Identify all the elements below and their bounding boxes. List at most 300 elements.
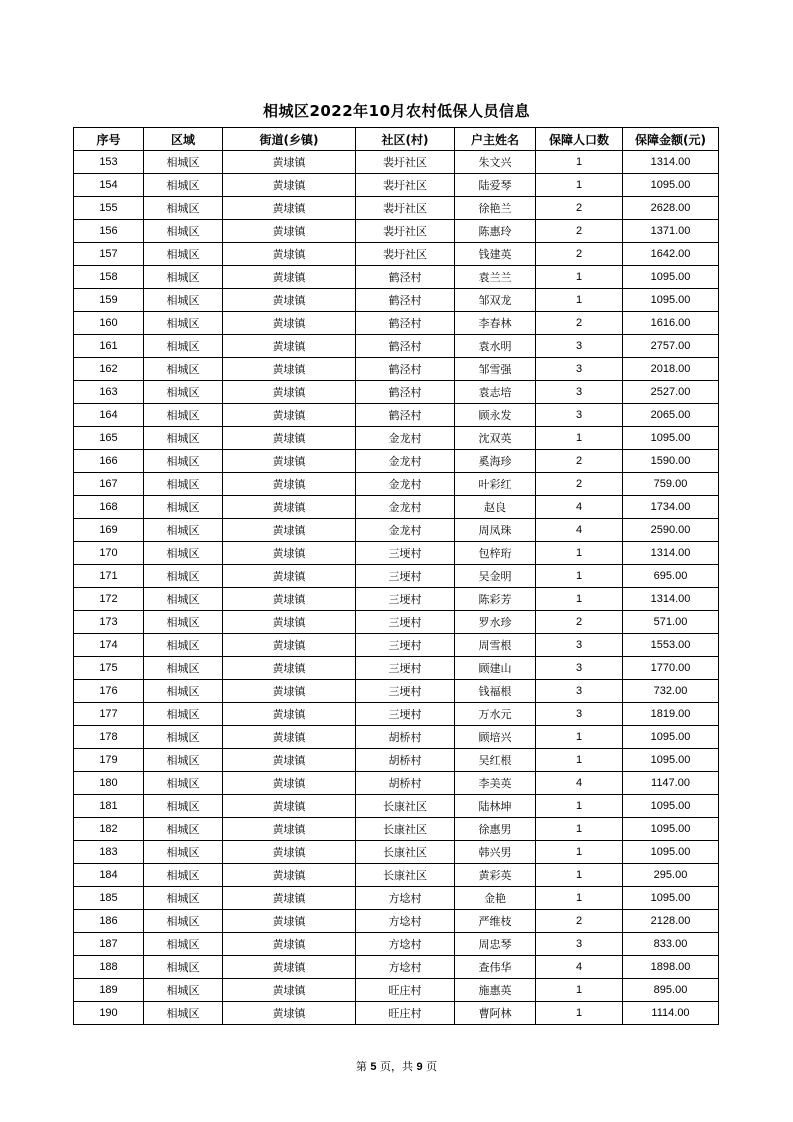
- table-row: [74, 266, 719, 289]
- cell-town: 黄埭镇: [223, 588, 356, 611]
- cell-people-count: 3: [536, 404, 623, 427]
- cell-householder: 吴红根: [455, 749, 536, 772]
- cell-amount: 2018.00: [623, 358, 719, 381]
- cell-householder: 叶彩红: [455, 473, 536, 496]
- cell-index: 173: [74, 611, 144, 634]
- cell-town: 黄埭镇: [223, 289, 356, 312]
- col-header-amount: 保障金额(元): [623, 128, 719, 151]
- cell-community: 方埝村: [356, 956, 455, 979]
- cell-index: 180: [74, 772, 144, 795]
- cell-amount: 1314.00: [623, 542, 719, 565]
- cell-community: 金龙村: [356, 427, 455, 450]
- cell-region: 相城区: [144, 979, 223, 1002]
- table-row: [74, 887, 719, 910]
- cell-people-count: 2: [536, 220, 623, 243]
- cell-people-count: 1: [536, 565, 623, 588]
- cell-householder: 邹双龙: [455, 289, 536, 312]
- cell-region: 相城区: [144, 542, 223, 565]
- cell-index: 158: [74, 266, 144, 289]
- cell-index: 161: [74, 335, 144, 358]
- cell-index: 163: [74, 381, 144, 404]
- cell-index: 187: [74, 933, 144, 956]
- cell-community: 鹤泾村: [356, 358, 455, 381]
- cell-community: 三埂村: [356, 657, 455, 680]
- cell-community: 长康社区: [356, 795, 455, 818]
- table-row: [74, 335, 719, 358]
- cell-town: 黄埭镇: [223, 519, 356, 542]
- table-row: [74, 703, 719, 726]
- table-row: [74, 611, 719, 634]
- table-row: [74, 749, 719, 772]
- cell-index: 179: [74, 749, 144, 772]
- cell-region: 相城区: [144, 220, 223, 243]
- cell-householder: 陆爱琴: [455, 174, 536, 197]
- cell-people-count: 4: [536, 956, 623, 979]
- cell-amount: 2128.00: [623, 910, 719, 933]
- cell-householder: 周雪根: [455, 634, 536, 657]
- cell-amount: 1095.00: [623, 749, 719, 772]
- cell-region: 相城区: [144, 404, 223, 427]
- cell-town: 黄埭镇: [223, 312, 356, 335]
- cell-index: 176: [74, 680, 144, 703]
- table-row: [74, 519, 719, 542]
- cell-amount: 1147.00: [623, 772, 719, 795]
- col-header-region: 区域: [144, 128, 223, 151]
- cell-index: 178: [74, 726, 144, 749]
- cell-amount: 571.00: [623, 611, 719, 634]
- table-row: [74, 427, 719, 450]
- cell-town: 黄埭镇: [223, 565, 356, 588]
- cell-community: 三埂村: [356, 611, 455, 634]
- cell-householder: 罗水珍: [455, 611, 536, 634]
- cell-community: 三埂村: [356, 542, 455, 565]
- cell-community: 金龙村: [356, 519, 455, 542]
- cell-town: 黄埭镇: [223, 979, 356, 1002]
- cell-amount: 895.00: [623, 979, 719, 1002]
- table-row: [74, 496, 719, 519]
- cell-town: 黄埭镇: [223, 220, 356, 243]
- cell-town: 黄埭镇: [223, 818, 356, 841]
- cell-region: 相城区: [144, 749, 223, 772]
- cell-index: 164: [74, 404, 144, 427]
- cell-householder: 顾建山: [455, 657, 536, 680]
- cell-index: 155: [74, 197, 144, 220]
- table-row: [74, 565, 719, 588]
- cell-region: 相城区: [144, 841, 223, 864]
- cell-region: 相城区: [144, 887, 223, 910]
- cell-index: 177: [74, 703, 144, 726]
- cell-community: 裴圩社区: [356, 174, 455, 197]
- cell-people-count: 3: [536, 657, 623, 680]
- cell-region: 相城区: [144, 588, 223, 611]
- cell-householder: 徐惠男: [455, 818, 536, 841]
- cell-index: 172: [74, 588, 144, 611]
- cell-town: 黄埭镇: [223, 266, 356, 289]
- table-row: [74, 979, 719, 1002]
- cell-town: 黄埭镇: [223, 795, 356, 818]
- cell-people-count: 3: [536, 634, 623, 657]
- table-row: [74, 220, 719, 243]
- cell-region: 相城区: [144, 519, 223, 542]
- cell-amount: 2590.00: [623, 519, 719, 542]
- cell-town: 黄埭镇: [223, 956, 356, 979]
- cell-householder: 周凤珠: [455, 519, 536, 542]
- cell-community: 旺庄村: [356, 979, 455, 1002]
- cell-people-count: 1: [536, 1002, 623, 1025]
- cell-householder: 施惠英: [455, 979, 536, 1002]
- cell-people-count: 1: [536, 841, 623, 864]
- cell-community: 三埂村: [356, 703, 455, 726]
- cell-people-count: 1: [536, 795, 623, 818]
- cell-people-count: 1: [536, 818, 623, 841]
- table-row: [74, 588, 719, 611]
- cell-people-count: 1: [536, 174, 623, 197]
- table-row: [74, 289, 719, 312]
- cell-index: 162: [74, 358, 144, 381]
- cell-people-count: 3: [536, 335, 623, 358]
- cell-people-count: 2: [536, 611, 623, 634]
- cell-householder: 韩兴男: [455, 841, 536, 864]
- cell-region: 相城区: [144, 427, 223, 450]
- cell-community: 鹤泾村: [356, 404, 455, 427]
- cell-region: 相城区: [144, 1002, 223, 1025]
- cell-householder: 沈双英: [455, 427, 536, 450]
- cell-amount: 1095.00: [623, 289, 719, 312]
- cell-index: 171: [74, 565, 144, 588]
- cell-householder: 万水元: [455, 703, 536, 726]
- cell-people-count: 4: [536, 519, 623, 542]
- cell-region: 相城区: [144, 289, 223, 312]
- cell-people-count: 1: [536, 266, 623, 289]
- cell-people-count: 2: [536, 312, 623, 335]
- cell-amount: 1095.00: [623, 841, 719, 864]
- cell-town: 黄埭镇: [223, 358, 356, 381]
- cell-householder: 顾培兴: [455, 726, 536, 749]
- cell-people-count: 2: [536, 243, 623, 266]
- cell-index: 183: [74, 841, 144, 864]
- cell-householder: 赵良: [455, 496, 536, 519]
- table-row: [74, 956, 719, 979]
- cell-town: 黄埭镇: [223, 680, 356, 703]
- cell-amount: 759.00: [623, 473, 719, 496]
- col-header-householder: 户主姓名: [455, 128, 536, 151]
- cell-householder: 邹雪强: [455, 358, 536, 381]
- table-row: [74, 726, 719, 749]
- cell-community: 鹤泾村: [356, 289, 455, 312]
- cell-community: 裴圩社区: [356, 151, 455, 174]
- cell-community: 三埂村: [356, 680, 455, 703]
- cell-amount: 732.00: [623, 680, 719, 703]
- cell-region: 相城区: [144, 197, 223, 220]
- cell-index: 159: [74, 289, 144, 312]
- cell-amount: 2757.00: [623, 335, 719, 358]
- cell-region: 相城区: [144, 335, 223, 358]
- table-row: [74, 657, 719, 680]
- cell-householder: 钱建英: [455, 243, 536, 266]
- cell-region: 相城区: [144, 358, 223, 381]
- cell-town: 黄埭镇: [223, 473, 356, 496]
- cell-people-count: 1: [536, 749, 623, 772]
- cell-town: 黄埭镇: [223, 611, 356, 634]
- cell-amount: 695.00: [623, 565, 719, 588]
- cell-people-count: 1: [536, 726, 623, 749]
- table-row: [74, 542, 719, 565]
- col-header-town: 街道(乡镇): [223, 128, 356, 151]
- cell-region: 相城区: [144, 634, 223, 657]
- cell-householder: 陆林坤: [455, 795, 536, 818]
- cell-town: 黄埭镇: [223, 243, 356, 266]
- cell-amount: 295.00: [623, 864, 719, 887]
- cell-index: 160: [74, 312, 144, 335]
- cell-householder: 顾永发: [455, 404, 536, 427]
- cell-town: 黄埭镇: [223, 887, 356, 910]
- cell-householder: 袁水明: [455, 335, 536, 358]
- cell-town: 黄埭镇: [223, 634, 356, 657]
- cell-community: 长康社区: [356, 864, 455, 887]
- cell-amount: 2527.00: [623, 381, 719, 404]
- cell-region: 相城区: [144, 496, 223, 519]
- cell-amount: 1553.00: [623, 634, 719, 657]
- cell-town: 黄埭镇: [223, 657, 356, 680]
- cell-community: 三埂村: [356, 588, 455, 611]
- footer-suffix: 页: [426, 1060, 438, 1073]
- cell-index: 153: [74, 151, 144, 174]
- cell-people-count: 1: [536, 427, 623, 450]
- cell-index: 182: [74, 818, 144, 841]
- cell-householder: 陈彩芳: [455, 588, 536, 611]
- table-row: [74, 1002, 719, 1025]
- cell-region: 相城区: [144, 266, 223, 289]
- cell-index: 170: [74, 542, 144, 565]
- cell-community: 旺庄村: [356, 1002, 455, 1025]
- cell-region: 相城区: [144, 795, 223, 818]
- cell-householder: 奚海珍: [455, 450, 536, 473]
- cell-town: 黄埭镇: [223, 335, 356, 358]
- table-row: [74, 404, 719, 427]
- cell-region: 相城区: [144, 933, 223, 956]
- table-row: [74, 358, 719, 381]
- table-row: [74, 312, 719, 335]
- cell-amount: 1314.00: [623, 588, 719, 611]
- cell-region: 相城区: [144, 381, 223, 404]
- cell-index: 157: [74, 243, 144, 266]
- cell-region: 相城区: [144, 312, 223, 335]
- cell-region: 相城区: [144, 450, 223, 473]
- cell-index: 190: [74, 1002, 144, 1025]
- cell-town: 黄埭镇: [223, 933, 356, 956]
- cell-town: 黄埭镇: [223, 1002, 356, 1025]
- cell-people-count: 2: [536, 197, 623, 220]
- cell-amount: 1095.00: [623, 726, 719, 749]
- cell-householder: 钱福根: [455, 680, 536, 703]
- cell-community: 裴圩社区: [356, 243, 455, 266]
- cell-index: 166: [74, 450, 144, 473]
- cell-householder: 朱文兴: [455, 151, 536, 174]
- cell-people-count: 1: [536, 542, 623, 565]
- cell-householder: 吴金明: [455, 565, 536, 588]
- cell-community: 鹤泾村: [356, 266, 455, 289]
- table-row: [74, 910, 719, 933]
- cell-town: 黄埭镇: [223, 450, 356, 473]
- cell-amount: 2628.00: [623, 197, 719, 220]
- cell-town: 黄埭镇: [223, 381, 356, 404]
- cell-index: 167: [74, 473, 144, 496]
- cell-region: 相城区: [144, 151, 223, 174]
- cell-region: 相城区: [144, 611, 223, 634]
- table-row: [74, 795, 719, 818]
- cell-index: 188: [74, 956, 144, 979]
- cell-community: 方埝村: [356, 887, 455, 910]
- cell-index: 156: [74, 220, 144, 243]
- cell-householder: 包梓珩: [455, 542, 536, 565]
- cell-householder: 黄彩英: [455, 864, 536, 887]
- cell-people-count: 2: [536, 910, 623, 933]
- cell-people-count: 1: [536, 289, 623, 312]
- cell-people-count: 1: [536, 887, 623, 910]
- cell-amount: 1590.00: [623, 450, 719, 473]
- cell-town: 黄埭镇: [223, 864, 356, 887]
- cell-region: 相城区: [144, 864, 223, 887]
- cell-amount: 1095.00: [623, 427, 719, 450]
- cell-town: 黄埭镇: [223, 404, 356, 427]
- cell-community: 鹤泾村: [356, 312, 455, 335]
- cell-town: 黄埭镇: [223, 910, 356, 933]
- cell-amount: 1898.00: [623, 956, 719, 979]
- cell-amount: 1095.00: [623, 818, 719, 841]
- page-footer: [0, 1058, 793, 1074]
- cell-index: 174: [74, 634, 144, 657]
- cell-town: 黄埭镇: [223, 772, 356, 795]
- cell-community: 方埝村: [356, 910, 455, 933]
- cell-householder: 严维枝: [455, 910, 536, 933]
- cell-region: 相城区: [144, 703, 223, 726]
- welfare-table: [73, 127, 719, 1025]
- cell-amount: 1095.00: [623, 266, 719, 289]
- footer-prefix: 第: [355, 1060, 367, 1073]
- cell-community: 长康社区: [356, 818, 455, 841]
- cell-householder: 周忠琴: [455, 933, 536, 956]
- cell-community: 方埝村: [356, 933, 455, 956]
- cell-people-count: 1: [536, 864, 623, 887]
- footer-page-number: 5: [370, 1061, 377, 1073]
- cell-index: 165: [74, 427, 144, 450]
- cell-town: 黄埭镇: [223, 726, 356, 749]
- cell-community: 长康社区: [356, 841, 455, 864]
- table-row: [74, 634, 719, 657]
- cell-people-count: 2: [536, 473, 623, 496]
- cell-people-count: 3: [536, 703, 623, 726]
- table-row: [74, 197, 719, 220]
- cell-people-count: 3: [536, 680, 623, 703]
- cell-community: 金龙村: [356, 496, 455, 519]
- cell-amount: 833.00: [623, 933, 719, 956]
- cell-index: 184: [74, 864, 144, 887]
- cell-householder: 李美英: [455, 772, 536, 795]
- footer-middle: 页，共: [380, 1060, 413, 1073]
- cell-index: 186: [74, 910, 144, 933]
- cell-town: 黄埭镇: [223, 151, 356, 174]
- cell-community: 三埂村: [356, 634, 455, 657]
- cell-town: 黄埭镇: [223, 496, 356, 519]
- cell-community: 裴圩社区: [356, 197, 455, 220]
- cell-community: 鹤泾村: [356, 335, 455, 358]
- cell-town: 黄埭镇: [223, 749, 356, 772]
- table-row: [74, 864, 719, 887]
- page-title: 相城区2022年10月农村低保人员信息: [262, 102, 531, 120]
- cell-index: 175: [74, 657, 144, 680]
- cell-town: 黄埭镇: [223, 427, 356, 450]
- table-body: [74, 151, 719, 1025]
- table-row: [74, 151, 719, 174]
- cell-index: 154: [74, 174, 144, 197]
- cell-community: 胡桥村: [356, 749, 455, 772]
- cell-region: 相城区: [144, 726, 223, 749]
- cell-region: 相城区: [144, 565, 223, 588]
- cell-community: 三埂村: [356, 565, 455, 588]
- table-row: [74, 680, 719, 703]
- footer-total-pages: 9: [416, 1061, 423, 1073]
- cell-index: 189: [74, 979, 144, 1002]
- col-header-index: 序号: [74, 128, 144, 151]
- cell-town: 黄埭镇: [223, 174, 356, 197]
- cell-index: 185: [74, 887, 144, 910]
- cell-region: 相城区: [144, 910, 223, 933]
- cell-index: 168: [74, 496, 144, 519]
- cell-amount: 1095.00: [623, 795, 719, 818]
- cell-people-count: 4: [536, 772, 623, 795]
- cell-amount: 1095.00: [623, 887, 719, 910]
- cell-amount: 1616.00: [623, 312, 719, 335]
- cell-people-count: 4: [536, 496, 623, 519]
- cell-householder: 金艳: [455, 887, 536, 910]
- cell-amount: 2065.00: [623, 404, 719, 427]
- cell-region: 相城区: [144, 680, 223, 703]
- cell-householder: 袁兰兰: [455, 266, 536, 289]
- cell-people-count: 3: [536, 381, 623, 404]
- cell-amount: 1114.00: [623, 1002, 719, 1025]
- cell-amount: 1642.00: [623, 243, 719, 266]
- cell-town: 黄埭镇: [223, 197, 356, 220]
- cell-community: 胡桥村: [356, 726, 455, 749]
- cell-town: 黄埭镇: [223, 542, 356, 565]
- cell-region: 相城区: [144, 772, 223, 795]
- cell-region: 相城区: [144, 657, 223, 680]
- cell-householder: 曹阿林: [455, 1002, 536, 1025]
- table-row: [74, 243, 719, 266]
- cell-community: 胡桥村: [356, 772, 455, 795]
- table-row: [74, 381, 719, 404]
- cell-householder: 袁志培: [455, 381, 536, 404]
- cell-region: 相城区: [144, 818, 223, 841]
- cell-community: 金龙村: [356, 473, 455, 496]
- cell-community: 裴圩社区: [356, 220, 455, 243]
- table-row: [74, 174, 719, 197]
- cell-householder: 徐艳兰: [455, 197, 536, 220]
- table-row: [74, 473, 719, 496]
- col-header-community: 社区(村): [356, 128, 455, 151]
- cell-people-count: 2: [536, 450, 623, 473]
- table-row: [74, 933, 719, 956]
- cell-community: 鹤泾村: [356, 381, 455, 404]
- cell-people-count: 3: [536, 933, 623, 956]
- cell-region: 相城区: [144, 473, 223, 496]
- table-row: [74, 772, 719, 795]
- cell-index: 169: [74, 519, 144, 542]
- table-row: [74, 818, 719, 841]
- cell-people-count: 1: [536, 151, 623, 174]
- cell-amount: 1770.00: [623, 657, 719, 680]
- cell-town: 黄埭镇: [223, 841, 356, 864]
